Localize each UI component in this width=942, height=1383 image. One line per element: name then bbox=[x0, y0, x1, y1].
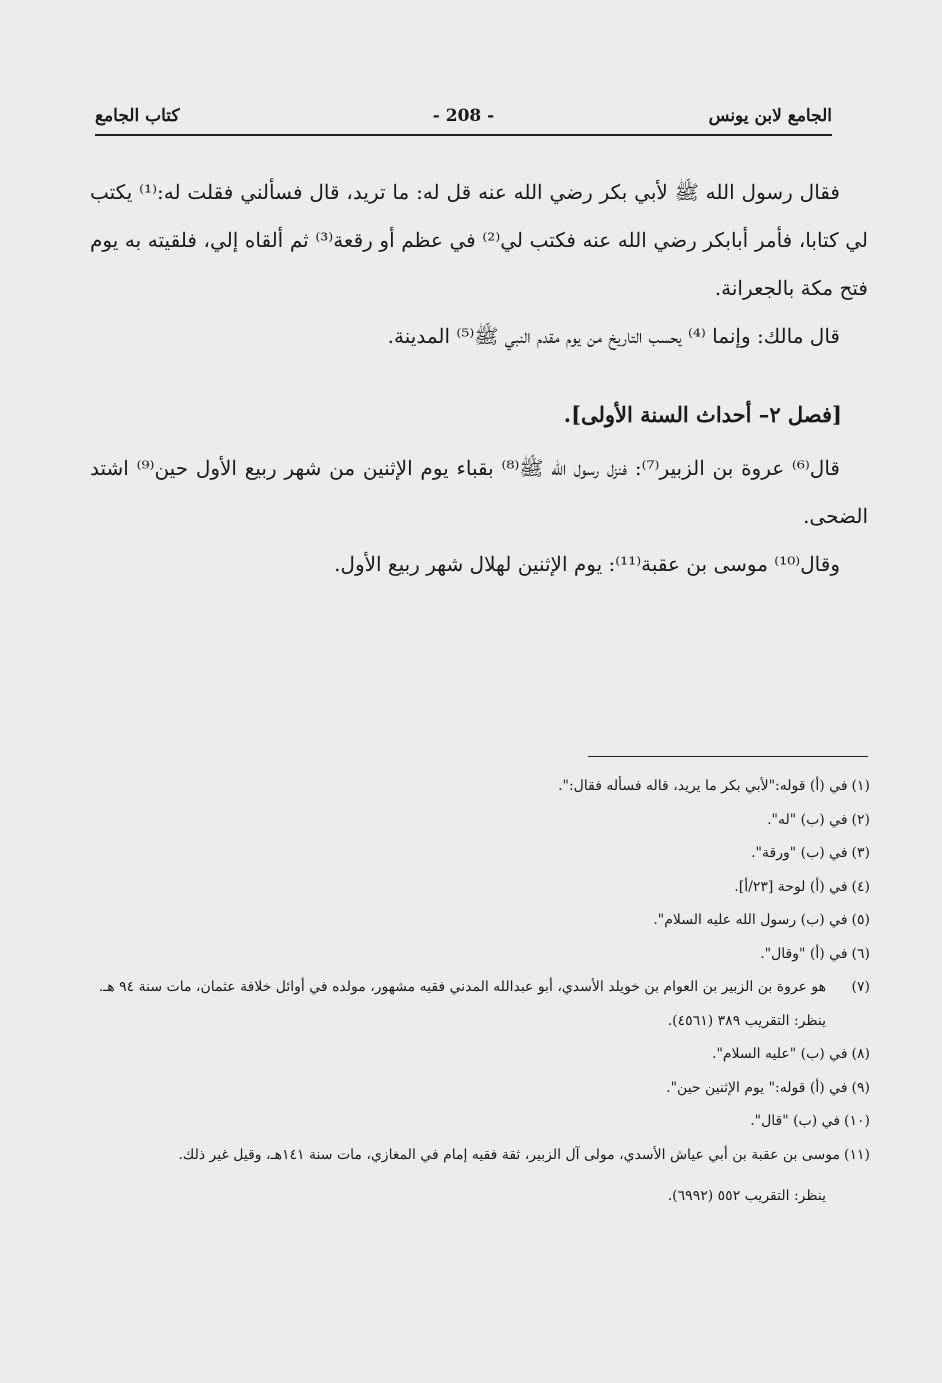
footnotes bbox=[95, 770, 870, 1214]
footnote-number: (٢) bbox=[851, 811, 870, 828]
book-title: الجامع لابن يونس bbox=[708, 106, 832, 126]
footnote-9 bbox=[95, 1072, 870, 1106]
paragraph-1: فقال رسول الله ﷺ لأبي بكر رضي الله عنه قل له: ما تريد، قال فسألني فقلت له:⁽¹⁾ يكتب لي كتابا، فأمر أبابكر رضي الله عنه فكتب لي⁽²⁾ في عظم أو رقعة⁽³⁾ ثم ألقاه إلي، فلقيته به يوم فتح مكة بالجعرانة. bbox=[90, 180, 868, 300]
footnote-number: (٤) bbox=[851, 878, 870, 895]
footnote-number: (١٠) bbox=[844, 1113, 870, 1129]
footnote-10 bbox=[95, 1105, 870, 1139]
footnote-text: في (أ) قوله:"لأبي بكر ما يريد، قاله فسأله فقال:". bbox=[558, 778, 848, 794]
footnote-reference: ينظر: التقريب ٣٨٩ (٤٥٦١). bbox=[667, 1012, 826, 1029]
footnote-text: في (ب) "ورقة". bbox=[751, 845, 848, 861]
footnote-text: موسى بن عقبة بن أبي عياش الأسدي، مولى آل الزبير، ثقة فقيه إمام في المغازي، مات سنة ١٤١هـ، وقيل غير ذلك. bbox=[178, 1146, 841, 1163]
header-rule bbox=[95, 134, 832, 136]
footnote-reference: ينظر: التقريب ٥٥٢ (٦٩٩٢). bbox=[667, 1188, 826, 1204]
footnote-text: في (ب) "قال". bbox=[750, 1113, 841, 1129]
footnote-number: (٨) bbox=[851, 1046, 870, 1062]
paragraph-3: قال⁽⁶⁾ عروة بن الزبير⁽⁷⁾: فنزل رسول الله ﷺ⁽⁸⁾ بقباء يوم الإثنين من شهر ربيع الأول حين⁽⁹⁾ اشتد الضحى. bbox=[90, 456, 868, 528]
footnote-5 bbox=[95, 904, 870, 938]
footnote-text: في (أ) قوله:" يوم الإثنين حين". bbox=[666, 1079, 848, 1096]
page-number: - 208 - bbox=[432, 106, 495, 126]
footnote-number: (٩) bbox=[851, 1079, 870, 1096]
footnote-text: في (أ) لوحة [٢٣/أ]. bbox=[734, 878, 848, 895]
footnote-number: (٣) bbox=[851, 845, 870, 861]
footnote-3 bbox=[95, 837, 870, 871]
footnote-number: (٧) bbox=[851, 979, 870, 995]
footnote-number: (١) bbox=[851, 778, 870, 794]
footnote-text: في (ب) "عليه السلام". bbox=[712, 1046, 848, 1062]
footnote-text: في (ب) رسول الله عليه السلام". bbox=[653, 912, 848, 928]
footnote-1 bbox=[95, 770, 870, 804]
chapter-title: كتاب الجامع bbox=[95, 106, 180, 126]
paragraph-2: قال مالك: وإنما ⁽⁴⁾ يحسب التاريخ من يوم مقدم النبي ﷺ⁽⁵⁾ المدينة. bbox=[387, 324, 840, 348]
main-text-block-2 bbox=[90, 444, 868, 588]
footnote-number: (١١) bbox=[844, 1146, 870, 1163]
footnote-11 bbox=[95, 1139, 870, 1173]
section-heading: [فصل ٢– أحداث السنة الأولى]. bbox=[563, 402, 842, 427]
footnote-2 bbox=[95, 804, 870, 838]
footnote-text: في (ب) "له". bbox=[767, 811, 848, 828]
footnote-text: هو عروة بن الزبير بن العوام بن خويلد الأسدي، أبو عبدالله المدني فقيه مشهور، مولده في أوائل خلافة عثمان، مات سنة ٩٤ هـ. bbox=[98, 979, 826, 995]
footnote-number: (٥) bbox=[851, 912, 870, 928]
running-header bbox=[95, 106, 832, 134]
footnote-8 bbox=[95, 1038, 870, 1072]
footnote-separator bbox=[588, 756, 868, 757]
footnote-6 bbox=[95, 938, 870, 972]
footnote-4 bbox=[95, 871, 870, 905]
footnote-text: في (أ) "وقال". bbox=[760, 945, 848, 962]
footnote-7 bbox=[95, 971, 870, 1005]
footnote-number: (٦) bbox=[851, 945, 870, 962]
main-text-block-1 bbox=[90, 168, 868, 360]
paragraph-4: وقال⁽¹⁰⁾ موسى بن عقبة⁽¹¹⁾: يوم الإثنين لهلال شهر ربيع الأول. bbox=[334, 552, 840, 576]
